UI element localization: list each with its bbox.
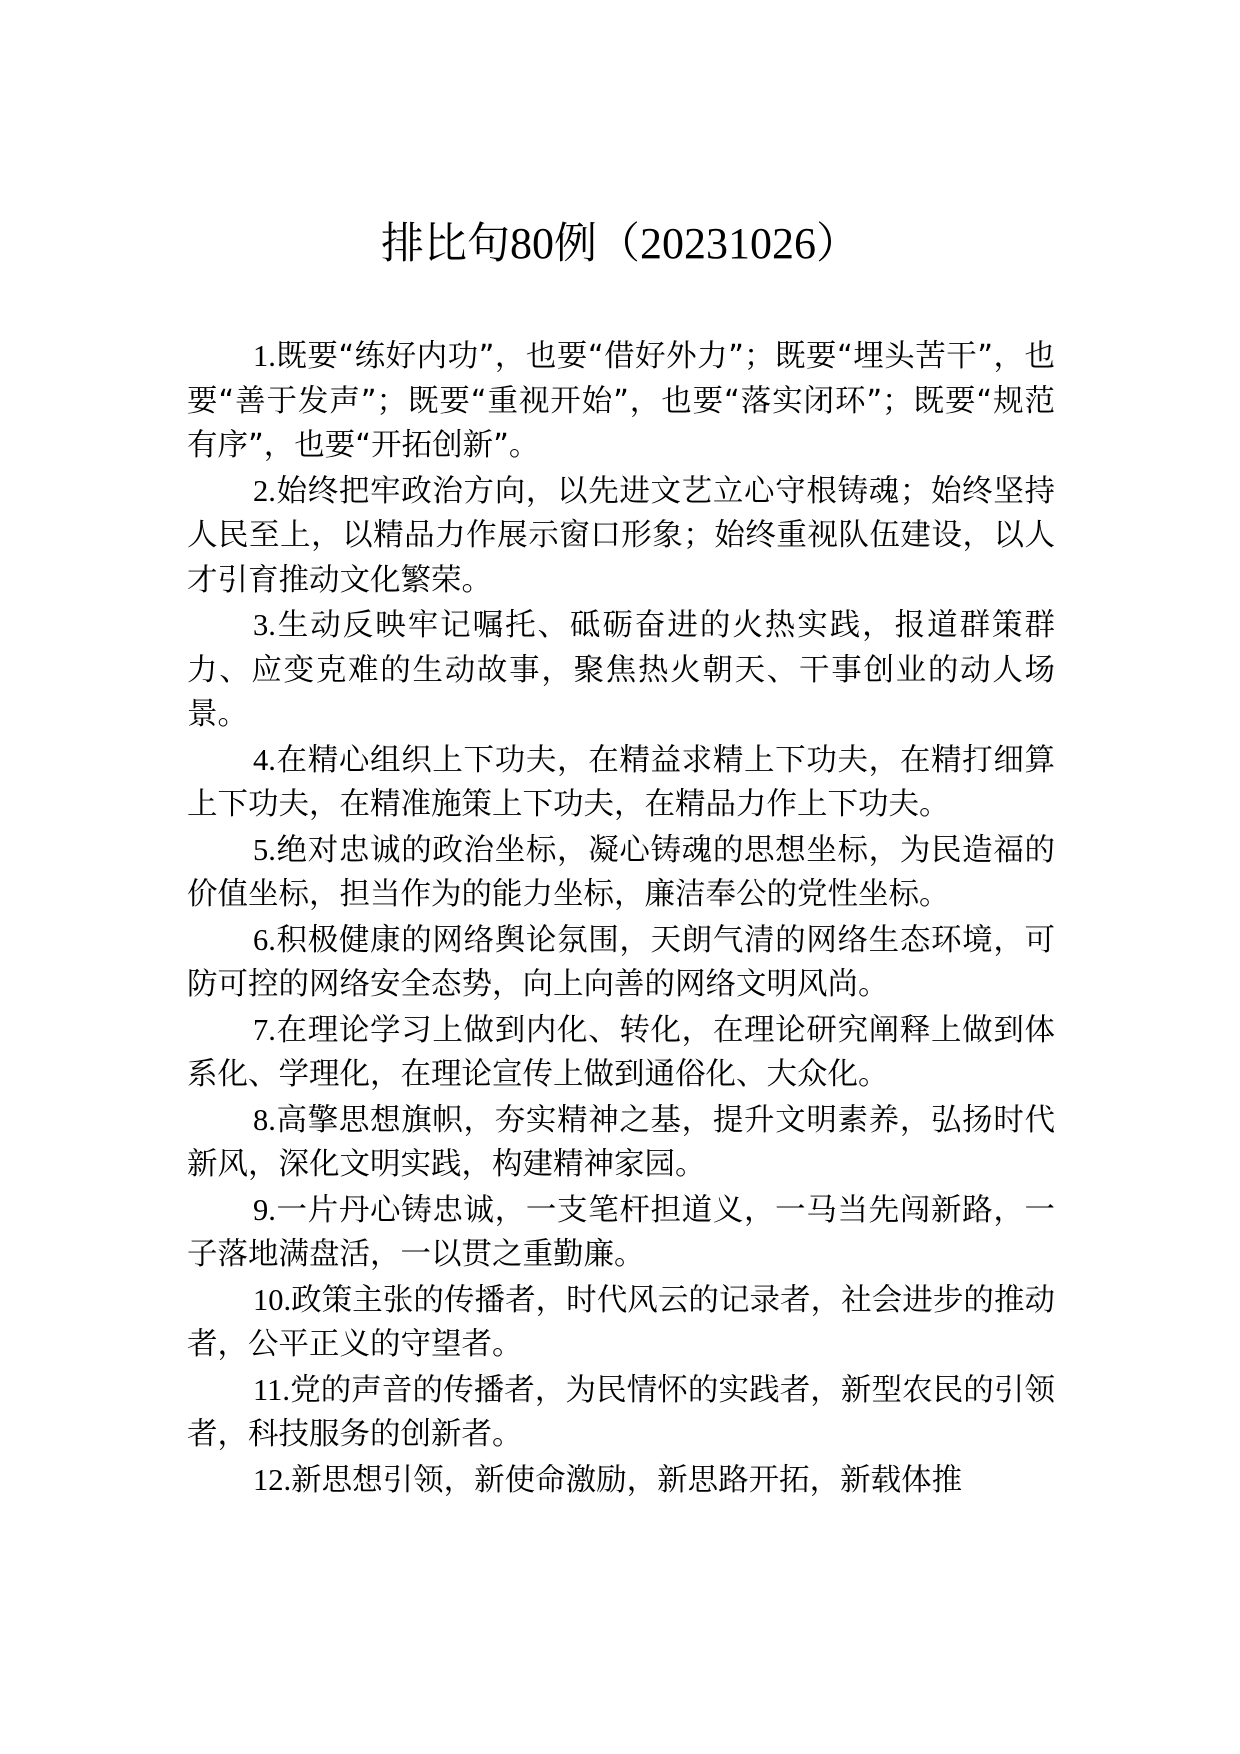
paragraph-10 (187, 1278, 1055, 1368)
paragraph-number: 8. (253, 1102, 276, 1137)
title-prefix: 排比句 (381, 219, 510, 269)
paragraph-text: 政策主张的传播者，时代风云的记录者，社会进步的推动者，公平正义的守望者。 (187, 1282, 1055, 1362)
paragraph-number: 12. (253, 1462, 292, 1497)
paragraph-8 (187, 1098, 1055, 1188)
paragraph-1 (187, 334, 1055, 469)
paragraph-text: 新思想引领，新使命激励，新思路开拓，新载体推 (291, 1462, 963, 1498)
paragraph-text: 一片丹心铸忠诚，一支笔杆担道义，一马当先闯新路，一子落地满盘活，一以贯之重勤廉。 (187, 1192, 1055, 1272)
paragraph-text: 在理论学习上做到内化、转化，在理论研究阐释上做到体系化、学理化，在理论宣传上做到通俗化、大众化。 (187, 1012, 1055, 1092)
paragraph-text: 在精心组织上下功夫，在精益求精上下功夫，在精打细算上下功夫，在精准施策上下功夫，在精品力作上下功夫。 (187, 742, 1055, 822)
paragraph-5 (187, 828, 1055, 918)
title-date: 20231026 (640, 219, 816, 268)
paragraph-number: 11. (253, 1372, 290, 1407)
paragraph-text: 积极健康的网络舆论氛围，天朗气清的网络生态环境，可防可控的网络安全态势，向上向善的网络文明风尚。 (187, 922, 1055, 1002)
paragraph-3 (187, 603, 1055, 738)
title-suffix: 例（ (554, 219, 640, 269)
title-close: ） (816, 219, 859, 269)
paragraph-number: 9. (253, 1192, 276, 1227)
paragraph-6 (187, 918, 1055, 1008)
paragraph-11 (187, 1368, 1055, 1458)
paragraph-number: 5. (253, 832, 276, 867)
paragraph-number: 4. (253, 742, 276, 777)
paragraph-text: 始终把牢政治方向，以先进文艺立心守根铸魂；始终坚持人民至上，以精品力作展示窗口形象；始终重视队伍建设，以人才引育推动文化繁荣。 (187, 473, 1055, 598)
document-title (0, 214, 1240, 274)
title-count: 80 (510, 219, 554, 268)
paragraph-12 (187, 1458, 1055, 1504)
paragraph-number: 10. (253, 1282, 292, 1317)
document-body (187, 334, 1055, 1503)
paragraph-text: 绝对忠诚的政治坐标，凝心铸魂的思想坐标，为民造福的价值坐标，担当作为的能力坐标，廉洁奉公的党性坐标。 (187, 832, 1055, 912)
paragraph-number: 1. (253, 339, 276, 373)
paragraph-9 (187, 1188, 1055, 1278)
paragraph-4 (187, 738, 1055, 828)
paragraph-text: 既要“练好内功”，也要“借好外力”；既要“埋头苦干”，也要“善于发声”；既要“重视开始”，也要“落实闭环”；既要“规范有序”，也要“开拓创新”。 (187, 339, 1055, 463)
paragraph-number: 2. (253, 473, 276, 508)
paragraph-number: 6. (253, 922, 276, 957)
paragraph-text: 党的声音的传播者，为民情怀的实践者，新型农民的引领者，科技服务的创新者。 (187, 1372, 1055, 1452)
paragraph-number: 3. (253, 608, 276, 642)
paragraph-2 (187, 469, 1055, 604)
paragraph-text: 高擎思想旗帜，夯实精神之基，提升文明素养，弘扬时代新风，深化文明实践，构建精神家园。 (187, 1102, 1055, 1182)
paragraph-number: 7. (253, 1012, 276, 1047)
paragraph-text: 生动反映牢记嘱托、砥砺奋进的火热实践，报道群策群力、应变克难的生动故事，聚焦热火朝天、干事创业的动人场景。 (187, 608, 1055, 732)
paragraph-7 (187, 1008, 1055, 1098)
